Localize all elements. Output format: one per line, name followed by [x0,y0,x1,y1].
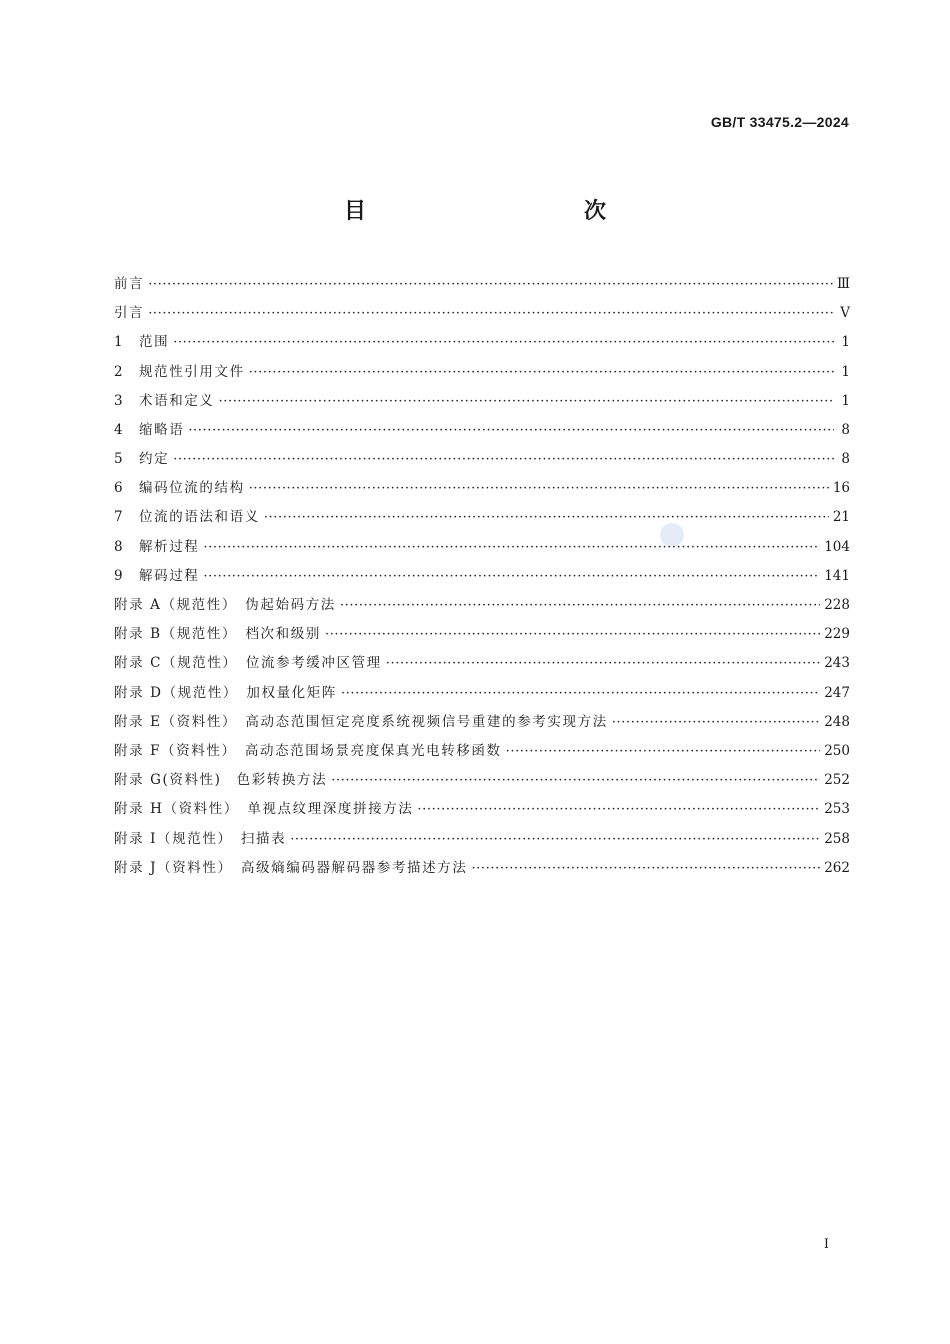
toc-leader-dots [331,766,820,795]
toc-entry-label: 附录 E（资料性） 高动态范围恒定亮度系统视频信号重建的参考实现方法 [114,713,608,730]
toc-leader-dots [173,328,834,357]
toc-leader-dots [188,416,834,445]
toc-entry-label: 附录 H（资料性） 单视点纹理深度拼接方法 [114,801,414,818]
page-title: 目 次 [343,199,664,224]
toc-entry-page: 247 [824,684,850,701]
toc-entry-page: 250 [824,742,850,759]
toc-entry[interactable] [114,533,850,562]
toc-entry-label: 术语和定义 [139,392,215,409]
toc-entry-label: 约定 [139,451,170,468]
toc-entry-page: 1 [841,392,850,409]
toc-entry-label: 附录 G(资料性) 色彩转换方法 [114,772,328,789]
toc-entry[interactable] [114,649,850,678]
toc-entry-page: 16 [832,480,850,497]
toc-leader-dots [471,854,820,883]
toc-entry[interactable] [114,562,850,591]
toc-leader-dots [249,358,834,387]
toc-entry-label: 解码过程 [139,567,200,584]
toc-entry[interactable] [114,387,850,416]
toc-entry-page: Ⅲ [836,275,850,292]
toc-entry-number: 5 [114,451,123,468]
toc-entry-label: 缩略语 [139,421,185,438]
toc-leader-dots [612,708,820,737]
toc-entry-label: 前言 [114,275,145,292]
toc-entry-page: 1 [841,334,850,351]
toc-entry[interactable] [114,358,850,387]
toc-leader-dots [325,620,820,649]
toc-entry-label: 附录 B（规范性） 档次和级别 [114,626,321,643]
toc-entry-page: 141 [824,567,850,584]
toc-entry-label: 附录 D（规范性） 加权量化矩阵 [114,684,337,701]
toc-entry-page: 8 [841,421,850,438]
toc-entry-number: 9 [114,567,123,584]
toc-entry-label: 附录 J（资料性） 高级熵编码器解码器参考描述方法 [114,859,468,876]
toc-leader-dots [148,270,833,299]
toc-leader-dots [249,474,829,503]
table-of-contents [114,270,850,883]
toc-entry-label: 附录 C（规范性） 位流参考缓冲区管理 [114,655,382,672]
toc-leader-dots [417,795,820,824]
toc-leader-dots [264,504,829,533]
toc-leader-dots [341,679,820,708]
toc-entry-label: 编码位流的结构 [139,480,245,497]
toc-leader-dots [340,591,820,620]
toc-entry-page: 8 [841,451,850,468]
toc-entry-label: 解析过程 [139,538,200,555]
toc-entry-label: 位流的语法和语义 [139,509,260,526]
toc-leader-dots [203,533,820,562]
toc-entry-page: 248 [824,713,850,730]
toc-entry-page: 104 [824,538,850,555]
toc-leader-dots [148,299,834,328]
toc-entry-page: 243 [824,655,850,672]
toc-entry[interactable] [114,328,850,357]
toc-entry-page: 262 [824,859,850,876]
standard-number: GB/T 33475.2—2024 [710,114,849,130]
toc-entry[interactable] [114,620,850,649]
toc-entry-number: 7 [114,509,123,526]
toc-entry-page: 252 [824,772,850,789]
toc-entry-label: 附录 F（资料性） 高动态范围场景亮度保真光电转移函数 [114,742,502,759]
toc-leader-dots [203,562,820,591]
toc-entry-page: 229 [824,626,850,643]
toc-entry[interactable] [114,299,850,328]
toc-entry-label: 附录 I（规范性） 扫描表 [114,830,287,847]
toc-entry-number: 4 [114,421,123,438]
toc-entry-page: Ⅴ [840,305,850,322]
toc-entry[interactable] [114,825,850,854]
toc-entry[interactable] [114,737,850,766]
toc-entry[interactable] [114,474,850,503]
toc-leader-dots [290,825,820,854]
toc-entry-page: 258 [824,830,850,847]
toc-entry-label: 规范性引用文件 [139,363,245,380]
toc-entry[interactable] [114,445,850,474]
page-number: I [823,1237,829,1252]
toc-entry-number: 2 [114,363,123,380]
toc-entry[interactable] [114,504,850,533]
toc-entry[interactable] [114,854,850,883]
toc-entry-page: 21 [832,509,850,526]
toc-entry-number: 1 [114,334,123,351]
toc-entry[interactable] [114,416,850,445]
toc-entry-label: 范围 [139,334,170,351]
toc-leader-dots [219,387,835,416]
toc-entry[interactable] [114,708,850,737]
toc-entry-label: 引言 [114,305,145,322]
toc-entry-number: 8 [114,538,123,555]
toc-entry-page: 228 [824,597,850,614]
toc-leader-dots [386,649,820,678]
toc-leader-dots [506,737,821,766]
toc-entry-number: 3 [114,392,123,409]
toc-leader-dots [173,445,834,474]
toc-entry[interactable] [114,591,850,620]
toc-entry[interactable] [114,679,850,708]
toc-entry-page: 1 [841,363,850,380]
toc-entry-page: 253 [824,801,850,818]
toc-entry[interactable] [114,795,850,824]
toc-entry[interactable] [114,270,850,299]
toc-entry-label: 附录 A（规范性） 伪起始码方法 [114,597,336,614]
toc-entry[interactable] [114,766,850,795]
toc-entry-number: 6 [114,480,123,497]
